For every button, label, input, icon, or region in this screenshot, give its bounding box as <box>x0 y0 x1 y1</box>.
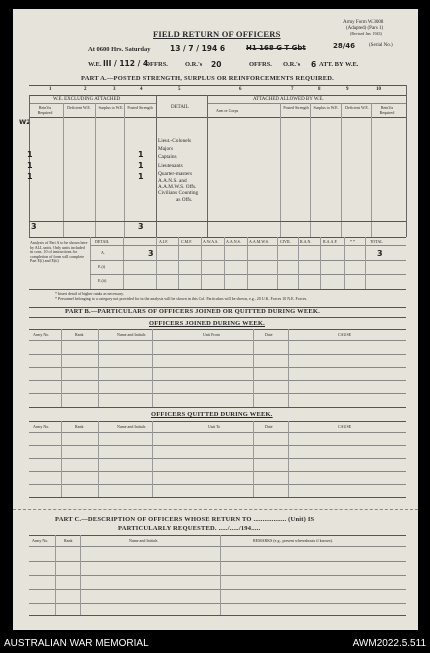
rank-aamws: A.A.M.W.S. Offs. <box>158 184 197 191</box>
col1-captains: 1 <box>27 150 33 159</box>
analysis-aif-value: 3 <box>148 249 154 258</box>
header-surplus-to-we: Surplus to W.E. <box>98 105 124 110</box>
rank-lieutenants: Lieutenants <box>158 162 183 169</box>
ranks-list <box>158 137 198 203</box>
date-value: 13 / 7 / 194 6 <box>170 44 226 53</box>
or-label-2: O.R.'s <box>283 61 301 68</box>
analysis-header-ran: R.A.N. <box>300 239 312 244</box>
offrs-label-2: OFFRS. <box>249 61 272 68</box>
footer-institution: AUSTRALIAN WAR MEMORIAL <box>4 638 149 649</box>
quitted-title: OFFICERS QUITTED DURING WEEK. <box>151 411 273 418</box>
quitted-header-rank: Rank <box>75 424 84 429</box>
col4-lieutenants: 1 <box>138 161 144 170</box>
serial-label: (Serial No.) <box>369 43 393 48</box>
col-number-6: 6 <box>239 87 242 92</box>
quitted-header-date: Date <box>265 424 273 429</box>
col-number-1: 1 <box>49 87 52 92</box>
rank-civilians-cont: as Offs. <box>176 197 193 204</box>
we-excluding-header: W.E. EXCLUDING ATTACHED <box>53 97 121 102</box>
or-label-1: O.R.'s <box>185 61 203 68</box>
analysis-header-aif: A.I.F. <box>159 239 169 244</box>
adapted-note: (Adapted) (Pars 1) <box>346 26 384 31</box>
analysis-header-aans: A.A.N.S. <box>226 239 241 244</box>
header-deficient-we: Deficient W.E. <box>67 105 91 110</box>
joined-header-rank: Rank <box>75 332 84 337</box>
col-number-5: 5 <box>178 87 181 92</box>
col-number-9: 9 <box>346 87 349 92</box>
col4-captains: 1 <box>138 150 144 159</box>
col-number-4: 4 <box>140 87 143 92</box>
header-posted-strength: Posted Strength <box>127 105 153 110</box>
analysis-note: Analysis of Part A to be shown here by ALL units. Only units included in cons. 10 of instructions for completion of form will complete Part E(i) and E(ii) <box>30 240 88 264</box>
date-line-label: At 0600 Hrs. Saturday <box>88 46 151 53</box>
attached-allowed-header: ATTACHED ALLOWED BY W.E. <box>253 97 324 102</box>
header-right-posted-strength: Posted Strength <box>283 105 309 110</box>
revised-note: (Revised Jan. 1943) <box>350 31 382 36</box>
detail-header: DETAIL <box>171 105 189 110</box>
analysis-header-raaf: R.A.A.F. <box>323 239 338 244</box>
rank-quarter-masters: Quarter-masters <box>158 170 193 177</box>
we-prefix: W.E. <box>88 61 102 68</box>
analysis-row-eii: E.(ii) <box>98 278 107 283</box>
quitted-header-cause: CAUSE <box>338 424 352 429</box>
rank-civilians: Civilians Counting <box>158 190 199 197</box>
analysis-row-a: A. <box>101 250 105 255</box>
col-number-7: 7 <box>291 87 294 92</box>
rank-captains: Captains <box>158 154 177 161</box>
rank-aans: A.A.N.S. and <box>158 178 187 185</box>
analysis-header-total: TOTAL <box>370 239 383 244</box>
part-b-title: PART B.—PARTICULARS OF OFFICERS JOINED OR QUITTED DURING WEEK. <box>65 308 321 315</box>
form-title: FIELD RETURN OF OFFICERS <box>153 29 281 39</box>
part-c-title-line1: PART C.—DESCRIPTION OF OFFICERS WHOSE RETURN TO .................. (Unit) IS <box>55 516 315 523</box>
analysis-header-detail: DETAIL <box>95 239 110 244</box>
archive-footer <box>0 636 430 653</box>
att-value: 6 <box>311 60 317 69</box>
footer-accession-number: AWM2022.5.511 <box>352 638 426 649</box>
header-right-reinfts: Rein'fts Required <box>379 105 395 115</box>
col1-total: 3 <box>31 222 37 231</box>
col-number-10: 10 <box>376 87 381 92</box>
col1-quartermasters: 1 <box>27 172 33 181</box>
form-sheet <box>13 9 418 630</box>
quitted-header-name: Name and Initials <box>117 424 146 429</box>
footnote-1: * Insert detail of higher ranks as necessary. <box>55 291 124 296</box>
part-c-title-line2: PARTICULARLY REQUESTED. ...../...../194..... <box>118 525 261 532</box>
header-arm-or-corps: Arm or Corps <box>216 108 239 113</box>
part-c-header-name: Name and Initials <box>129 538 158 543</box>
army-form-number: Army Form W.3008 <box>343 20 384 25</box>
col4-quartermasters: 1 <box>138 172 144 181</box>
quitted-header-unit-to: Unit To <box>208 424 221 429</box>
header-right-surplus: Surplus to W.E. <box>313 105 339 110</box>
col4-total: 3 <box>138 222 144 231</box>
col-number-8: 8 <box>318 87 321 92</box>
analysis-row-ei: E.(i) <box>98 264 106 269</box>
col-number-3: 3 <box>113 87 116 92</box>
col-number-2: 2 <box>84 87 87 92</box>
header-right-deficient: Deficient W.E. <box>345 105 369 110</box>
serial-value: 28/46 <box>333 42 356 50</box>
joined-header-cause: CAUSE <box>338 332 352 337</box>
rank-majors: Majors <box>158 146 174 153</box>
analysis-header-civil: CIVIL <box>280 239 291 244</box>
part-c-header-remarks: REMARKS (e.g., present whereabouts if known). <box>253 538 333 543</box>
we-value: III / 112 / 4 <box>103 59 149 68</box>
part-a-title: PART A.—POSTED STRENGTH, SURPLUS OR REINFORCEMENTS REQUIRED. <box>81 75 334 82</box>
part-c-header-rank: Rank <box>64 538 73 543</box>
unit-value: H1 168 G T Gbt <box>246 44 306 52</box>
joined-header-date: Date <box>265 332 273 337</box>
joined-header-army-no: Army No. <box>33 332 50 337</box>
analysis-total-value: 3 <box>377 249 383 258</box>
analysis-header-awas: A.W.A.S. <box>203 239 219 244</box>
joined-title: OFFICERS JOINED DURING WEEK. <box>149 320 265 327</box>
footnote-2: * Personnel belonging to a category not provided for in the analysis will be shown in this Col. Particulars will be shown, e.g., 20 U.K. Forces 10 N.E. Forces. <box>55 296 308 301</box>
handwritten-margin-note: W2 <box>19 118 31 126</box>
analysis-header-cmf: C.M.F. <box>181 239 193 244</box>
or-value: 20 <box>211 60 222 69</box>
joined-header-unit-from: Unit From <box>203 332 220 337</box>
header-reinfts-required: Rein'fts Required <box>37 105 53 115</box>
analysis-header-aamws: A.A.M.W.S. <box>249 239 269 244</box>
quitted-header-army-no: Army No. <box>33 424 50 429</box>
col1-lieutenants: 1 <box>27 161 33 170</box>
part-c-header-army-no: Army No. <box>32 538 49 543</box>
rank-lieut-colonels: Lieut.-Colonels <box>158 138 192 144</box>
att-by-we-label: ATT. BY W.E. <box>319 61 359 68</box>
analysis-header-other: * * <box>350 239 355 244</box>
joined-header-name: Name and Initials <box>117 332 146 337</box>
offrs-label-1: OFFRS. <box>145 61 168 68</box>
